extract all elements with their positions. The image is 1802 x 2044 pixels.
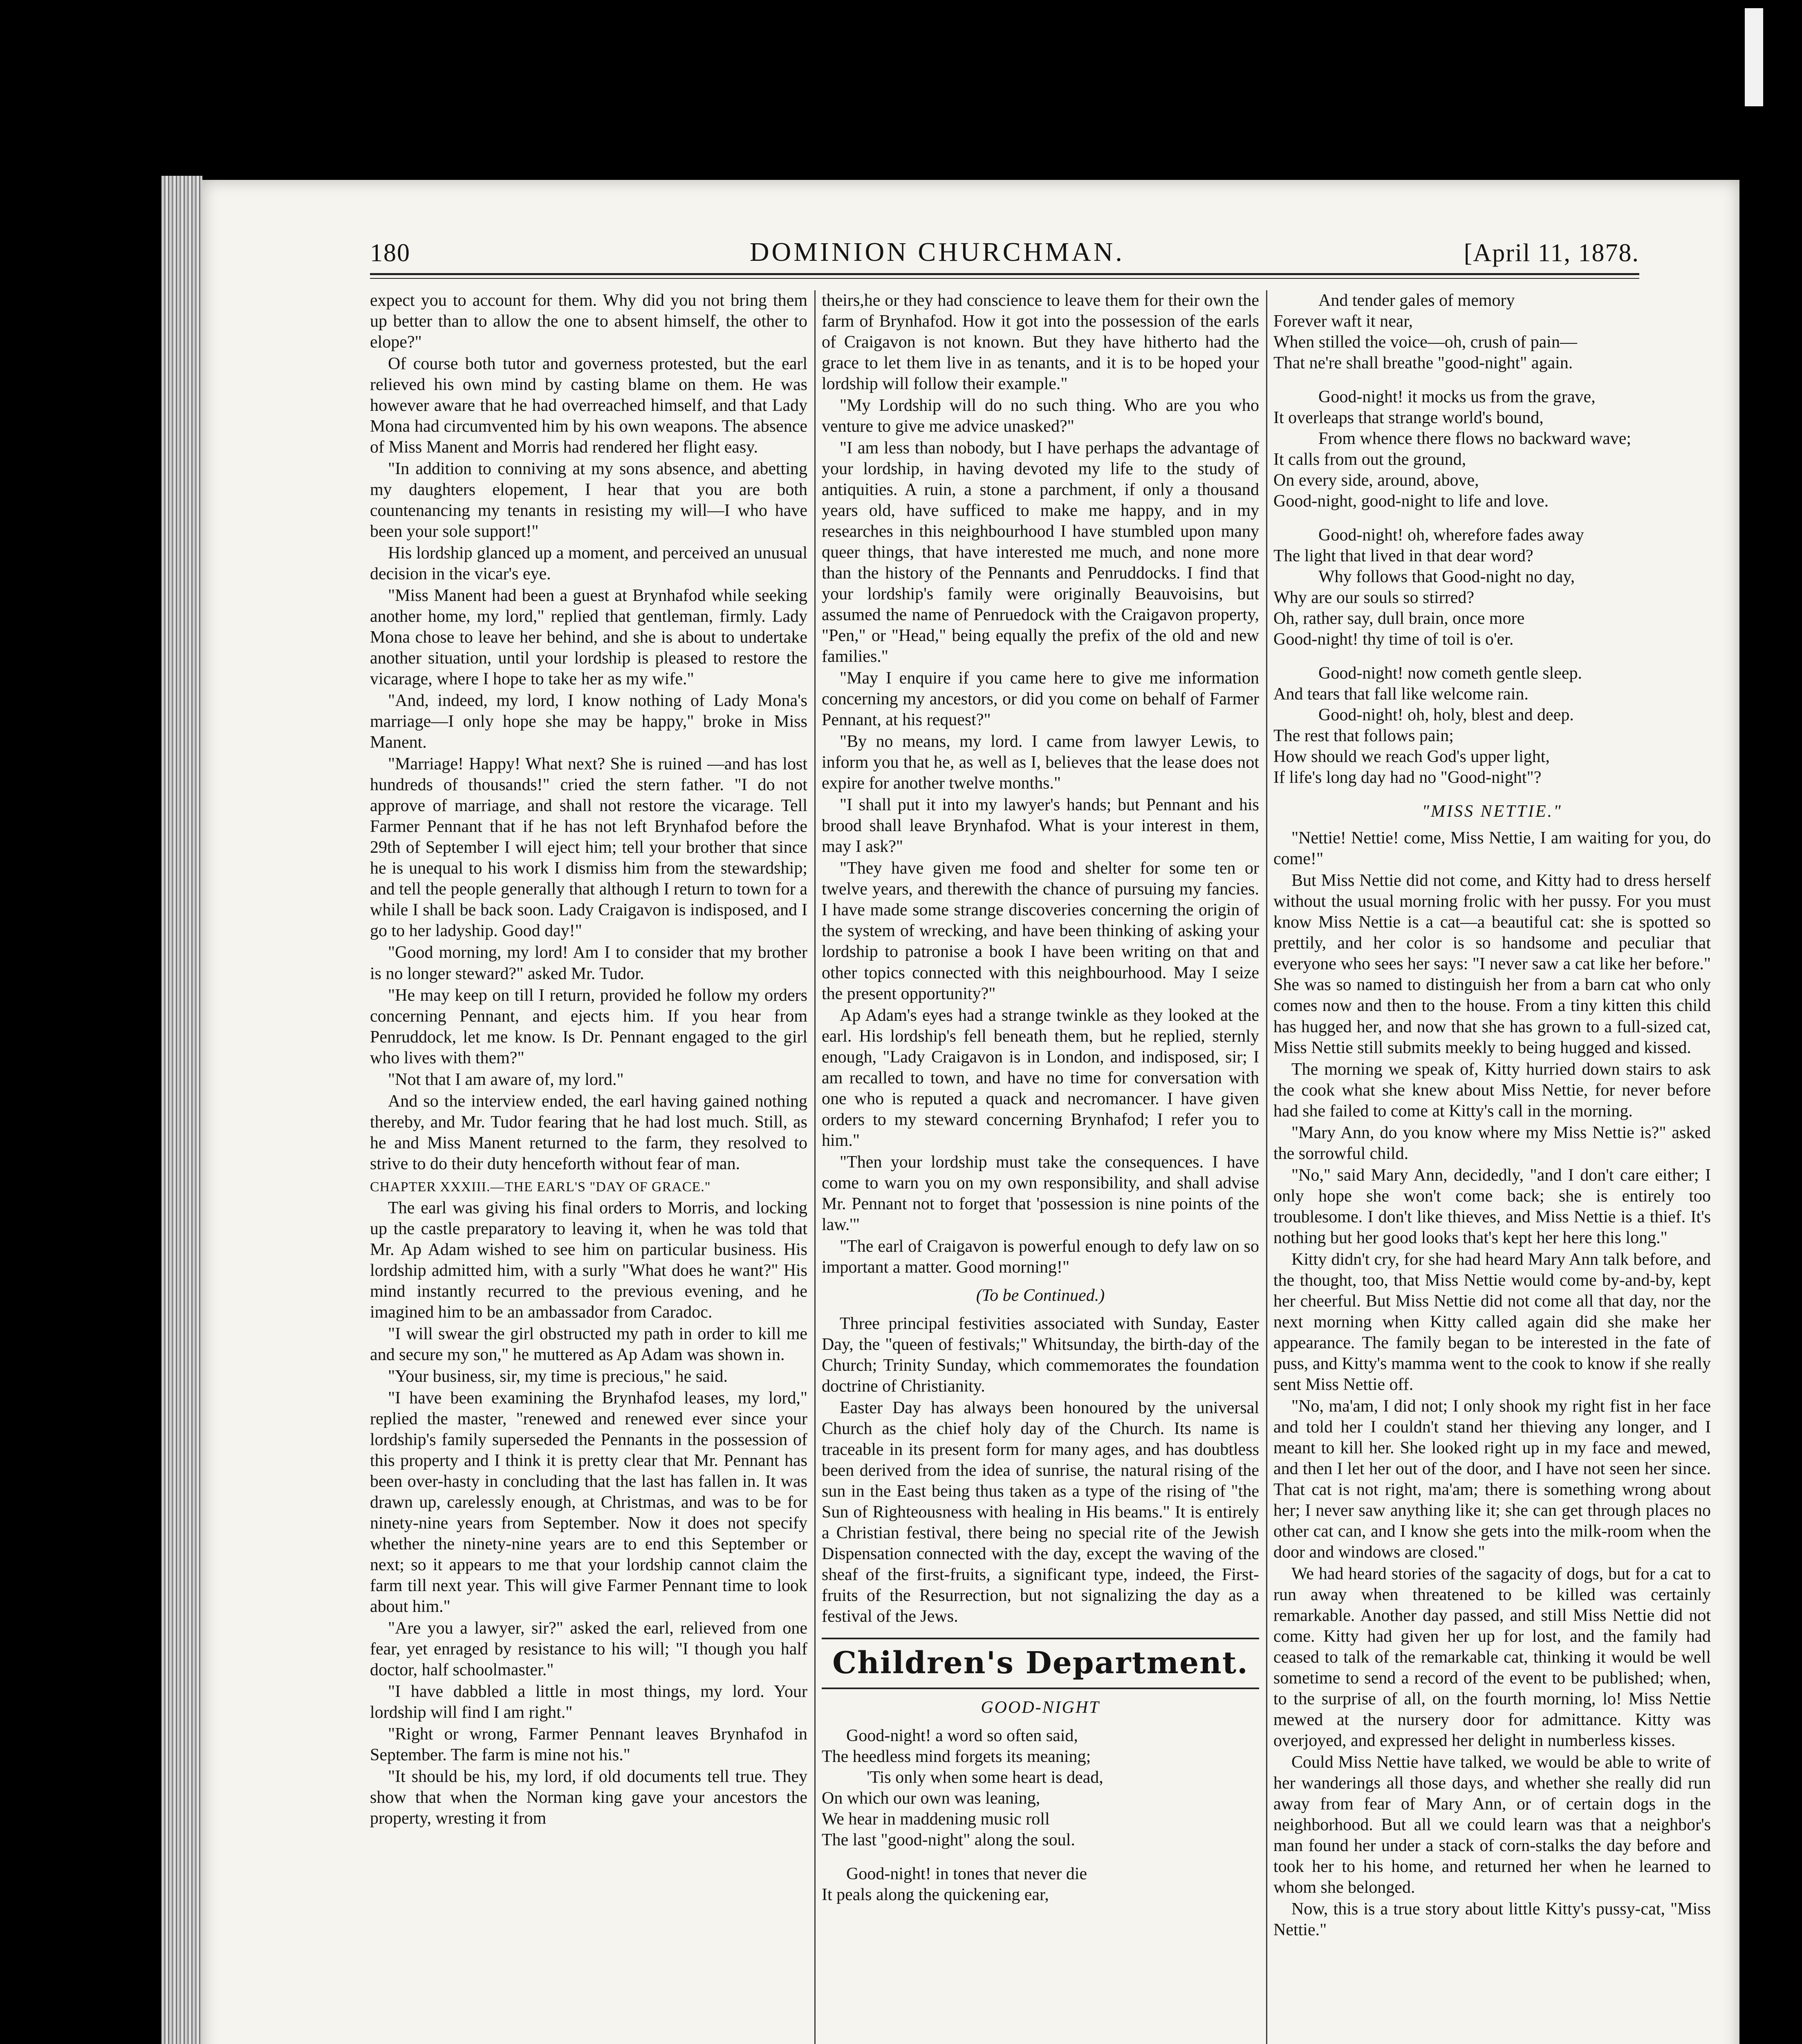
poem-stanza (1273, 290, 1711, 374)
poem-line: Good-night! in tones that never die (846, 1865, 1087, 1883)
poem-line: Good-night! oh, holy, blest and deep. (1318, 706, 1574, 725)
masthead: DOMINION CHURCHMAN. (749, 237, 1125, 267)
paragraph: "My Lordship will do no such thing. Who are you who venture to give me advice unasked?" (822, 396, 1259, 436)
paragraph: But Miss Nettie did not come, and Kitty had to dress herself without the usual morning frolic with her pussy. For you must know Miss Nettie is a cat—a beautiful cat: she is spotted so prettily, and her color is so handsome and peculiar that everyone who sees her says: "I never saw a cat like her before." She was so named to distinguish her from a barn cat who only comes now and then to the house. From a tiny kitten this child has hugged her, and now that she has grown to a full-sized cat, Miss Nettie still submits meekly to being hugged and kissed. (1273, 871, 1711, 1057)
paragraph: His lordship glanced up a moment, and perceived an unusual decision in the vicar's eye. (370, 544, 807, 584)
poem-line: When stilled the voice—oh, crush of pain— (1273, 333, 1577, 352)
poem-line: Oh, rather say, dull brain, once more (1273, 609, 1525, 628)
paragraph: "They have given me food and shelter for some ten or twelve years, and therewith the chance of pursuing my fancies. I have made some strange discoveries concerning the origin of the system of wrecking, and have been thinking of asking your lordship to patronise a book I have been writing on that and other topics connected with this neighbourhood. May I seize the present opportunity?" (822, 859, 1259, 1003)
poem-stanza (1273, 663, 1711, 788)
film-mark-top (1745, 8, 1763, 106)
childrens-department-heading: Children's Department. (822, 1638, 1259, 1689)
column-1 (370, 290, 807, 2044)
paragraph: Of course both tutor and governess protested, but the earl relieved his own mind by casting blame on them. He was however aware that he had overreached himself, and that Lady Mona had circumvented him by his own weapons. The absence of Miss Manent and Morris had rendered her flight easy. (370, 354, 807, 457)
paragraph: "By no means, my lord. I came from lawyer Lewis, to inform you that he, as well as I, believes that the lease does not expire for another twelve months." (822, 732, 1259, 793)
paragraph: Could Miss Nettie have talked, we would be able to write of her wanderings all those days, and whether she really did run away from fear of Mary Ann, or of certain dogs in the neighborhood. But all we could learn was that a neighbor's man found her under a stack of corn-stalks the day before and took her to his home, and returned her when he learned to whom she belonged. (1273, 1753, 1711, 1897)
paragraph: "The earl of Craigavon is powerful enough to defy law on so important a matter. Good morning!" (822, 1237, 1259, 1277)
poem-line: On which our own was leaning, (822, 1788, 1040, 1808)
poem-line: The heedless mind forgets its meaning; (822, 1747, 1091, 1766)
paragraph: "Marriage! Happy! What next? She is ruined —and has lost hundreds of thousands!" cried the stern father. "I do not approve of marriage, and shall not restore the vicarage. Tell Farmer Pennant that if he has not left Brynhafod before the 29th of September I will eject him; tell your brother that since he is unequal to his work I dismiss him from the stewardship; and tell the people generally that although I return to town for a while I shall be back soon. Lady Craigavon is indisposed, and I go to her ladyship. Good day!" (370, 755, 807, 941)
poem-stanza (822, 1726, 1259, 1851)
paragraph: "I have dabbled a little in most things, my lord. Your lordship will find I am right." (370, 1682, 807, 1722)
poem-line: On every side, around, above, (1273, 471, 1479, 490)
poem-stanza (1273, 525, 1711, 650)
poem-line: Good-night, good-night to life and love. (1273, 492, 1549, 511)
poem-line: And tears that fall like welcome rain. (1273, 685, 1529, 704)
poem-line: Good-night! thy time of toil is o'er. (1273, 630, 1514, 649)
paragraph: "It should be his, my lord, if old documents tell true. They show that when the Norman king gave your ancestors the property, wresting it from (370, 1767, 807, 1828)
paragraph: "Miss Manent had been a guest at Brynhafod while seeking another home, my lord," replied that gentleman, firmly. Lady Mona chose to leave her behind, and she is about to undertake another situation, until your lordship is pleased to restore the vicarage, where I hope to take her as my wife." (370, 586, 807, 689)
paragraph: "Your business, sir, my time is precious," he said. (388, 1367, 728, 1386)
poem-line: We hear in maddening music roll (822, 1809, 1050, 1829)
header-rule (370, 273, 1639, 275)
poem-line: Why are our souls so stirred? (1273, 588, 1475, 607)
poem-title: GOOD-NIGHT (981, 1698, 1100, 1717)
newspaper-page (202, 180, 1739, 2044)
story-title: "MISS NETTIE." (1422, 802, 1562, 821)
poem-line: Good-night! a word so often said, (846, 1726, 1078, 1745)
paragraph: "He may keep on till I return, provided he follow my orders concerning Pennant, and ejects him. If you hear from Penruddock, let me know. Is Dr. Pennant engaged to the girl who lives with them?" (370, 986, 807, 1067)
poem-line: Good-night! now cometh gentle sleep. (1318, 664, 1582, 683)
poem-line: And tender gales of memory (1318, 291, 1515, 310)
poem-line: How should we reach God's upper light, (1273, 747, 1550, 766)
poem-line: Good-night! oh, wherefore fades away (1318, 526, 1584, 545)
paragraph: "May I enquire if you came here to give me information concerning my ancestors, or did you come on behalf of Farmer Pennant, at his request?" (822, 669, 1259, 730)
to-be-continued: (To be Continued.) (976, 1286, 1105, 1305)
poem-line: From whence there flows no backward wave; (1318, 429, 1632, 448)
paragraph: "I am less than nobody, but I have perhaps the advantage of your lordship, in having devoted my life to the study of antiquities. A ruin, a stone a parchment, if only a thousand years old, have sufficed to make me happy, and in my researches in this neighbourhood I have stumbled upon many queer things, that have interested me much, and none more than the history of the Pennants and Penruddocks. I find that your lordship's family were originally Beauvoisins, but assumed the name of Penruedock with the Craigavon property, "Pen," or "Head," being equally the prefix of the old and new families." (822, 439, 1259, 666)
header-rule-thin (370, 278, 1639, 279)
poem-line: The last "good-night" along the soul. (822, 1830, 1075, 1849)
paragraph: "Mary Ann, do you know where my Miss Nettie is?" asked the sorrowful child. (1273, 1123, 1711, 1163)
poem-line: That ne're shall breathe "good-night" again. (1273, 354, 1573, 373)
paragraph: Kitty didn't cry, for she had heard Mary Ann talk before, and the thought, too, that Miss Nettie would come by-and-by, kept her cheerful. But Miss Nettie did not come all that day, nor the next morning when Kitty called again did she make her appearance. The family began to be interested in the fate of puss, and Kitty's mamma went to the cook to know if she really sent Miss Nettie off. (1273, 1250, 1711, 1394)
poem-line: It calls from out the ground, (1273, 450, 1466, 469)
poem-stanza (1273, 387, 1711, 512)
poem-line: The light that lived in that dear word? (1273, 547, 1533, 566)
poem-line: The rest that follows pain; (1273, 726, 1454, 746)
paragraph: And so the interview ended, the earl having gained nothing thereby, and Mr. Tudor fearing that he had lost much. Still, as he and Miss Manent returned to the farm, they resolved to strive to do their duty henceforth without fear of man. (370, 1091, 807, 1173)
paragraph: "I have been examining the Brynhafod leases, my lord," replied the master, "renewed and renewed ever since your lordship's family superseded the Pennants in the possession of this property and I think it is pretty clear that Mr. Pennant has been over-hasty in concluding that the last has fallen in. It was drawn up, carelessly enough, at Christmas, and was to be for ninety-nine years from September. Now it does not specify whether the ninety-nine years are to end this September or next; so it appears to me that your lordship cannot claim the farm till next year. This will give Farmer Pennant time to look about him." (370, 1389, 807, 1616)
paragraph: "I will swear the girl obstructed my path in order to kill me and secure my son," he muttered as Ap Adam was shown in. (370, 1325, 807, 1365)
poem-line: Forever waft it near, (1273, 312, 1413, 331)
poem-line: It overleaps that strange world's bound, (1273, 408, 1544, 428)
poem-line: 'Tis only when some heart is dead, (867, 1768, 1103, 1787)
paragraph: "Nettie! Nettie! come, Miss Nettie, I am waiting for you, do come!" (1273, 829, 1711, 869)
paragraph: "Good morning, my lord! Am I to consider that my brother is no longer steward?" asked Mr. Tudor. (370, 943, 807, 983)
chapter-heading: CHAPTER XXXIII.—THE EARL'S "DAY OF GRACE." (370, 1179, 711, 1195)
paragraph: expect you to account for them. Why did you not bring them up better than to allow the one to absent himself, the other to elope?" (370, 291, 807, 352)
book-binding-edge (161, 176, 202, 2044)
poem-line: If life's long day had no "Good-night"? (1273, 768, 1542, 787)
poem-line: It peals along the quickening ear, (822, 1885, 1049, 1905)
paragraph: Ap Adam's eyes had a strange twinkle as they looked at the earl. His lordship's fell beneath them, but he replied, sternly enough, "Lady Craigavon is in London, and indisposed, sir; I am recalled to town, and have no time for conversation with one who is reputed a quack and necromancer. I have given orders to my steward concerning Brynhafod; I refer you to him." (822, 1006, 1259, 1150)
paragraph: Three principal festivities associated with Sunday, Easter Day, the "queen of festivals;" Whitsunday, the birth-day of the Church; Trinity Sunday, which commemorates the foundation doctrine of Christianity. (822, 1314, 1259, 1396)
poem-stanza (822, 1864, 1259, 1905)
paragraph: We had heard stories of the sagacity of dogs, but for a cat to run away when threatened to be killed was certainly remarkable. Another day passed, and still Miss Nettie did not come. Kitty had given her up for lost, and the family had ceased to talk of the remarkable cat, thinking it would be well sometime to send a record of the event to be published; when, to the surprise of all, on the fourth morning, lo! Miss Nettie mewed at the nursery door for admittance. Kitty was overjoyed, and expressed her delight in numberless kisses. (1273, 1564, 1711, 1750)
poem-line: Why follows that Good-night no day, (1318, 567, 1575, 587)
paragraph: Easter Day has always been honoured by the universal Church as the chief holy day of the Church. Its name is traceable in its present form for many ages, and has doubtless been derived from the idea of sunrise, the natural rising of the sun in the East being thus taken as a type of the rising of "the Sun of Righteousness with healing in His beams." It is entirely a Christian festival, there being no special rite of the Jewish Dispensation connected with the day, except the waving of the sheaf of the first-fruits, a significant type, indeed, the First-fruits of the Resurrection, but not signalizing the day as a festival of the Jews. (822, 1398, 1259, 1626)
paragraph: "I shall put it into my lawyer's hands; but Pennant and his brood shall leave Brynhafod. What is your interest in them, may I ask?" (822, 796, 1259, 856)
paragraph: The earl was giving his final orders to Morris, and locking up the castle preparatory to leaving it, when he was told that Mr. Ap Adam wished to see him on particular business. His lordship admitted him, with a surly "What does he want?" His mind instantly recurred to the previous evening, and he imagined him to be an ambassador from Caradoc. (370, 1198, 807, 1322)
paragraph: "And, indeed, my lord, I know nothing of Lady Mona's marriage—I only hope she may be happy," broke in Miss Manent. (370, 691, 807, 752)
page-number: 180 (370, 239, 410, 267)
paragraph: "No, ma'am, I did not; I only shook my right fist in her face and told her I couldn't stand her thieving any longer, and I meant to kill her. She looked right up in my face and mewed, and then I let her out of the door, and I have not seen her since. That cat is not right, ma'am; there is something wrong about her; I never saw anything like it; she can get through places no other cat can, and I know she gets into the milk-room when the door and windows are closed." (1273, 1396, 1711, 1562)
paragraph: theirs,he or they had conscience to leave them for their own the farm of Brynhafod. How it got into the possession of the earls of Craigavon is not known. But they have hitherto had the grace to let them live in as tenants, and it is to be hoped your lordship will follow their example." (822, 291, 1259, 394)
paragraph: "Right or wrong, Farmer Pennant leaves Brynhafod in September. The farm is mine not his." (370, 1725, 807, 1765)
paragraph: "No," said Mary Ann, decidedly, "and I don't care either; I only hope she won't come back; she is entirely too troublesome. I don't like thieves, and Miss Nettie is a thief. It's nothing but her good looks that's kept her here this long." (1273, 1165, 1711, 1247)
issue-date: [April 11, 1878. (1464, 239, 1639, 267)
column-2 (822, 290, 1259, 2044)
column-divider (814, 290, 816, 2044)
poem-line: Good-night! it mocks us from the grave, (1318, 388, 1596, 407)
paragraph: Now, this is a true story about little Kitty's pussy-cat, "Miss Nettie." (1273, 1900, 1711, 1940)
paragraph: "Are you a lawyer, sir?" asked the earl, relieved from one fear, yet enraged by resistance to his will; "I though you half doctor, half schoolmaster." (370, 1619, 807, 1680)
column-3 (1273, 290, 1711, 2044)
paragraph: The morning we speak of, Kitty hurried down stairs to ask the cook what she knew about Miss Nettie, for never before had she failed to come at Kitty's call in the morning. (1273, 1060, 1711, 1121)
paragraph: "Not that I am aware of, my lord." (388, 1070, 624, 1089)
column-divider (1266, 290, 1267, 2044)
paragraph: "Then your lordship must take the consequences. I have come to warn you on my own responsibility, and shall advise Mr. Pennant not to forget that 'possession is nine points of the law.'" (822, 1152, 1259, 1234)
page-header (370, 223, 1639, 268)
paragraph: "In addition to conniving at my sons absence, and abetting my daughters elopement, I hear that you are both countenancing my tenants in resisting my will—I who have been your sole support!" (370, 459, 807, 541)
